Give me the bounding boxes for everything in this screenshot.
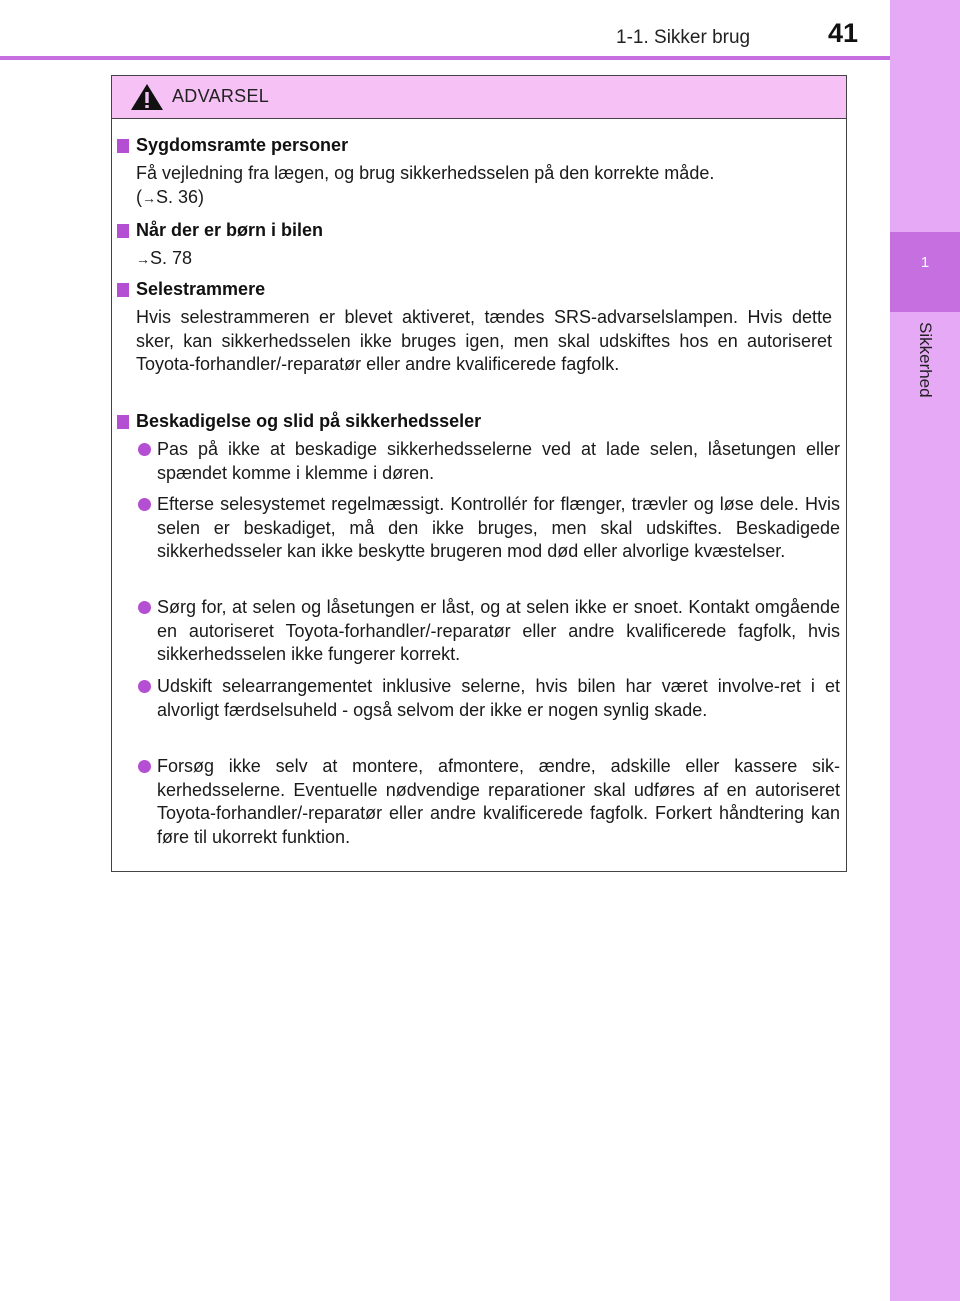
page-number: 41 bbox=[828, 18, 859, 48]
page-reference: S. 78 bbox=[150, 248, 193, 268]
section-paragraph bbox=[136, 247, 832, 272]
section-heading-text: Når der er børn i bilen bbox=[136, 220, 324, 240]
header-divider bbox=[0, 56, 890, 60]
list-item-text: Forsøg ikke selv at montere, afmontere, ændre, adskille eller kassere sik-kerhedsselerne. Eventuelle nødvendige reparationer skal udføres af en autoriseret Toyota-forhandler/-reparatør eller andre kvalificerede fagfolk. Forkert håndtering kan føre til ukorrekt funktion. bbox=[157, 756, 840, 847]
section-heading-text: Beskadigelse og slid på sikkerhedsseler bbox=[136, 411, 482, 431]
list-item bbox=[138, 675, 840, 722]
section-paragraph: Hvis selestrammeren er blevet aktiveret, tændes SRS-advarselslampen. Hvis dette sker, kan sikkerhedsselen ikke bruges igen, men skal udskiftes hos en autoriseret Toyota-forhandler/-reparatør eller andre kvalificerede fagfolk. bbox=[136, 307, 832, 374]
warning-header bbox=[112, 76, 846, 119]
warning-box bbox=[111, 75, 847, 872]
chapter-side-tab bbox=[890, 0, 960, 1301]
chapter-marker bbox=[890, 232, 960, 312]
arrow-icon: → bbox=[136, 251, 150, 267]
section-square-icon bbox=[117, 139, 129, 153]
section-square-icon bbox=[117, 283, 129, 297]
section-heading bbox=[117, 135, 348, 156]
bullet-icon bbox=[138, 760, 151, 773]
page-reference: S. 36) bbox=[156, 186, 205, 207]
list-item-text: Udskift selearrangementet inklusive selerne, hvis bilen har været involve-ret i et alvorligt færdselsuheld - også selvom der ikke er nogen synlig skade. bbox=[157, 676, 840, 720]
warning-triangle-icon bbox=[129, 82, 165, 112]
bullet-icon bbox=[138, 601, 151, 614]
bullet-icon bbox=[138, 498, 151, 511]
list-item-text: Efterse selesystemet regelmæssigt. Kontrollér for flænger, trævler og løse dele. Hvis selen er beskadiget, må den ikke bruges, men skal udskiftes. Beskadigede sikkerhedsseler kan ikke beskytte brugeren mod død eller alvorlige kvæstelser. bbox=[157, 494, 840, 561]
list-item bbox=[138, 493, 840, 564]
section-heading bbox=[117, 220, 323, 241]
section-heading-text: Selestrammere bbox=[136, 279, 266, 299]
section-text: Få vejledning fra lægen, og brug sikkerhedsselen på den korrekte måde. bbox=[136, 163, 715, 183]
list-item bbox=[138, 438, 840, 485]
section-paragraph: Få vejledning fra lægen, og brug sikkerhedsselen på den korrekte måde. (→S. 36) bbox=[136, 163, 715, 207]
warning-title: ADVARSEL bbox=[172, 86, 270, 106]
chapter-label-text: Sikkerhed bbox=[916, 322, 935, 398]
section-heading bbox=[117, 411, 481, 432]
section-heading-text: Sygdomsramte personer bbox=[136, 135, 349, 155]
chapter-label bbox=[890, 322, 960, 422]
arrow-icon: → bbox=[142, 189, 156, 206]
list-item-text: Pas på ikke at beskadige sikkerhedsselerne ved at lade selen, låsetungen eller spændet komme i klemme i døren. bbox=[157, 439, 840, 483]
list-item-text: Sørg for, at selen og låsetungen er låst, og at selen ikke er snoet. Kontakt omgående en autoriseret Toyota-forhandler/-reparatør eller andre kvalificerede fagfolk, hvis sikkerhedsselen ikke fungerer korrekt. bbox=[157, 597, 840, 664]
section-square-icon bbox=[117, 224, 129, 238]
section-square-icon bbox=[117, 415, 129, 429]
list-item bbox=[138, 755, 840, 849]
chapter-number: 1 bbox=[920, 254, 930, 271]
bullet-icon bbox=[138, 680, 151, 693]
header-section-title: 1-1. Sikker brug bbox=[616, 27, 751, 48]
section-heading bbox=[117, 279, 265, 300]
bullet-icon bbox=[138, 443, 151, 456]
list-item bbox=[138, 596, 840, 667]
